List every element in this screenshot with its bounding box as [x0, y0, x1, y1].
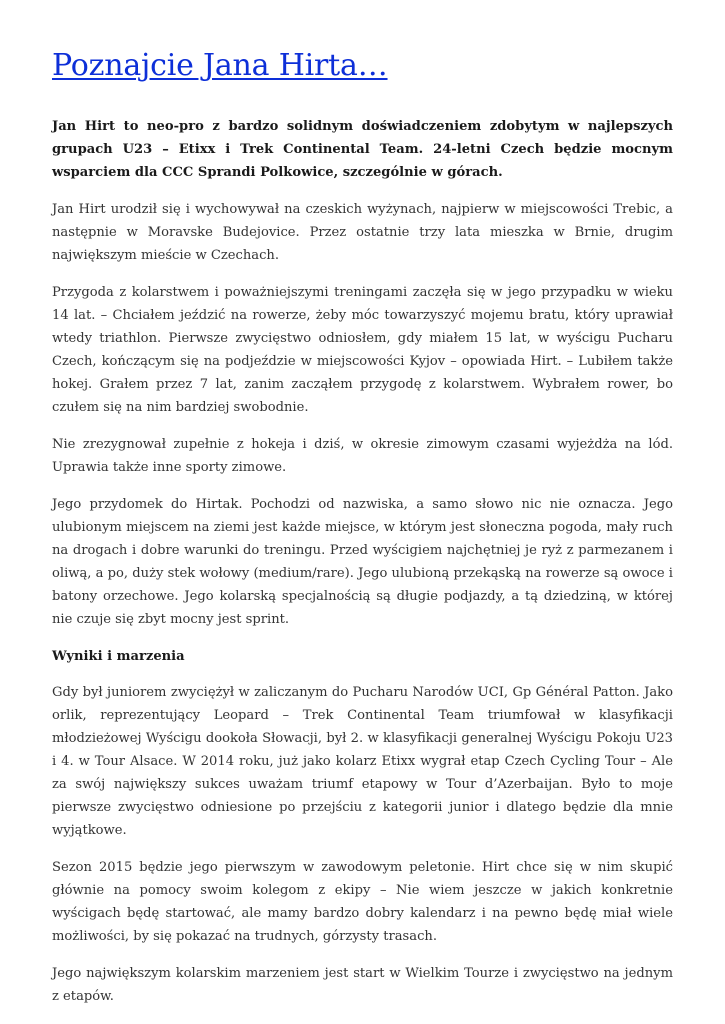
- title-link[interactable]: Poznajcie Jana Hirta…: [52, 48, 388, 83]
- paragraph-5: Gdy był juniorem zwyciężył w zaliczanym do Pucharu Narodów UCI, Gp Général Patton. Jako orlik, reprezentujący Leopard – Trek Continental Team triumfował w klasyfikacji młodzieżowej Wyścigu dookoła Słowacji, był 2. w klasyfikacji generalnej Wyścigu Pokoju U23 i 4. w Tour Alsace. W 2014 roku, już jako kolarz Etixx wygrał etap Czech Cycling Tour – Ale za swój największy sukces uważam triumf etapowy w Tour d’Azerbaijan. Było to moje pierwsze zwycięstwo odniesione po przejściu z kategorii junior i dlatego będzie dla mnie wyjątkowe.: [52, 685, 673, 838]
- paragraph-4: Jego przydomek do Hirtak. Pochodzi od nazwiska, a samo słowo nic nie oznacza. Jego ulubionym miejscem na ziemi jest każde miejsce, w którym jest słoneczna pogoda, mały ruch na drogach i dobre warunki do treningu. Przed wyścigiem najchętniej je ryż z parmezanem i oliwą, a po, duży stek wołowy (medium/rare). Jego ulubioną przekąską na rowerze są owoce i batony orzechowe. Jego kolarską specjalnością są długie podjazdy, a tą dziedziną, w której nie czuje się zbyt mocny jest sprint.: [52, 497, 673, 627]
- section-heading: Wyniki i marzenia: [52, 649, 185, 664]
- paragraph-1: Jan Hirt urodził się i wychowywał na czeskich wyżynach, najpierw w miejscowości Trebic, a następnie w Moravske Budejovice. Przez ostatnie trzy lata mieszka w Brnie, drugim największym mieście w Czechach.: [52, 202, 673, 263]
- article: [52, 0, 673, 1008]
- page-title: [52, 44, 673, 88]
- lead-paragraph: Jan Hirt to neo-pro z bardzo solidnym doświadczeniem zdobytym w najlepszych grupach U23 – Etixx i Trek Continental Team. 24-letni Czech będzie mocnym wsparciem dla CCC Sprandi Polkowice, szczególnie w górach.: [52, 119, 673, 180]
- paragraph-6: Sezon 2015 będzie jego pierwszym w zawodowym peletonie. Hirt chce się w nim skupić głównie na pomocy swoim kolegom z ekipy – Nie wiem jeszcze w jakich konkretnie wyścigach będę startować, ale mamy bardzo dobry kalendarz i na pewno będę miał wiele możliwości, by się pokazać na trudnych, górzysty trasach.: [52, 860, 673, 944]
- paragraph-7: Jego największym kolarskim marzeniem jest start w Wielkim Tourze i zwycięstwo na jednym z etapów.: [52, 966, 673, 1004]
- paragraph-3: Nie zrezygnował zupełnie z hokeja i dziś, w okresie zimowym czasami wyjeżdża na lód. Uprawia także inne sporty zimowe.: [52, 437, 673, 475]
- paragraph-2: Przygoda z kolarstwem i poważniejszymi treningami zaczęła się w jego przypadku w wieku 14 lat. – Chciałem jeździć na rowerze, żeby móc towarzyszyć mojemu bratu, który uprawiał wtedy triathlon. Pierwsze zwycięstwo odniosłem, gdy miałem 15 lat, w wyścigu Pucharu Czech, kończącym się na podjeździe w miejscowości Kyjov – opowiada Hirt. – Lubiłem także hokej. Grałem przez 7 lat, zanim zacząłem przygodę z kolarstwem. Wybrałem rower, bo czułem się na nim bardziej swobodnie.: [52, 285, 673, 415]
